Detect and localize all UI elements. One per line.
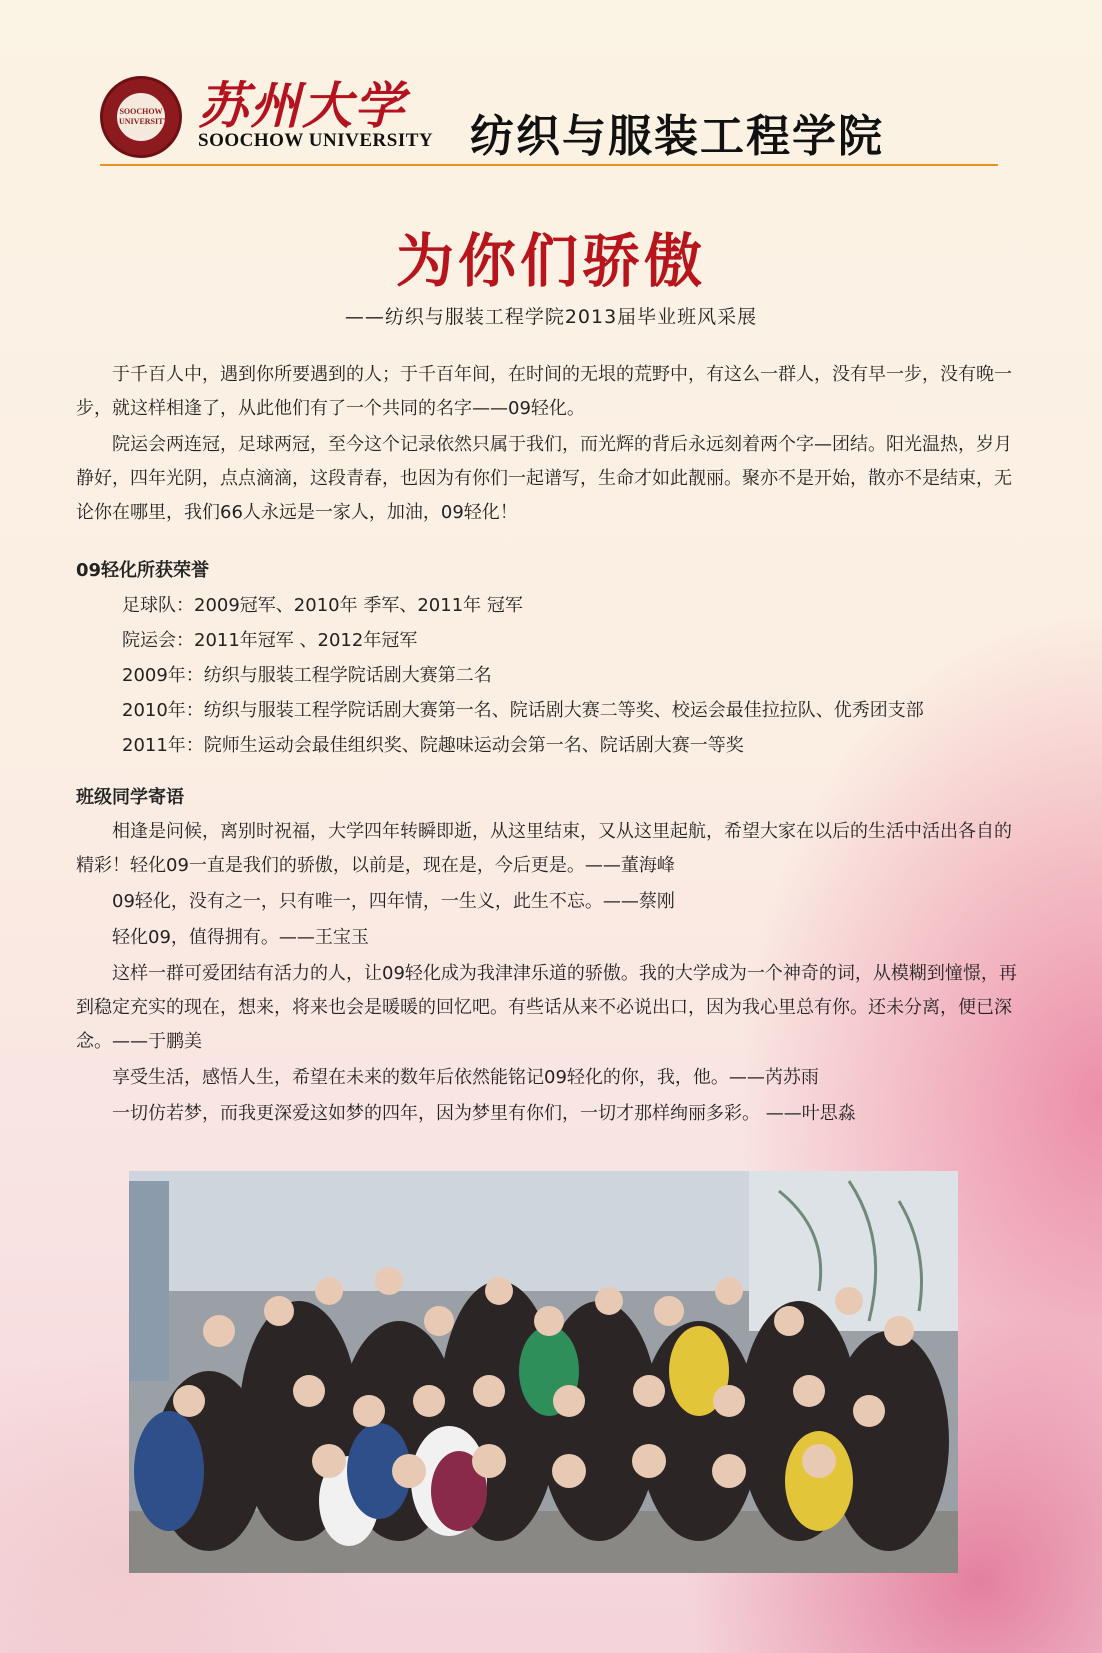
main-content [76,358,1026,1131]
college-name: 纺织与服装工程学院 [470,111,884,162]
seal-text: SOOCHOW UNIVERSITY [119,107,170,126]
message-item: 09轻化，没有之一，只有唯一，四年情，一生义，此生不忘。——蔡刚 [112,891,675,912]
honors-heading: 09轻化所获荣誉 [76,560,210,581]
header-divider [100,164,998,166]
message-item: 一切仿若梦，而我更深爱这如梦的四年，因为梦里有你们，一切才那样绚丽多彩。 ——叶思淼 [112,1103,856,1124]
honor-item: 2010年：纺织与服装工程学院话剧大赛第一名、院话剧大赛二等奖、校运会最佳拉拉队、优秀团支部 [122,700,924,721]
header [0,0,1102,170]
honor-item: 2011年：院师生运动会最佳组织奖、院趣味运动会第一名、院话剧大赛一等奖 [122,735,744,756]
message-item: 这样一群可爱团结有活力的人，让09轻化成为我津津乐道的骄傲。我的大学成为一个神奇的词，从模糊到憧憬，再到稳定充实的现在，想来，将来也会是暖暖的回忆吧。有些话从来不必说出口，因为我心里总有你。还未分离，便已深念。——于鹏美 [76,963,1017,1052]
intro-paragraph: 于千百人中，遇到你所要遇到的人；于千百年间，在时间的无垠的荒野中，有这么一群人，没有早一步，没有晚一步，就这样相逢了，从此他们有了一个共同的名字——09轻化。 [76,364,1012,419]
class-group-photo [129,1171,958,1573]
messages-heading: 班级同学寄语 [76,787,184,808]
message-item: 享受生活，感悟人生，希望在未来的数年后依然能铭记09轻化的你，我，他。——芮苏雨 [112,1067,819,1088]
group-photo-illustration [129,1171,958,1573]
message-item: 相逢是问候，离别时祝福，大学四年转瞬即逝，从这里结束，又从这里起航，希望大家在以后的生活中活出各自的精彩！轻化09一直是我们的骄傲，以前是，现在是，今后更是。——董海峰 [76,821,1012,876]
university-calligraphy-logo: 苏州大学 [198,76,406,135]
intro-paragraph: 院运会两连冠，足球两冠，至今这个记录依然只属于我们，而光辉的背后永远刻着两个字—团结。阳光温热，岁月静好，四年光阴，点点滴滴，这段青春，也因为有你们一起谱写，生命才如此靓丽。聚亦不是开始，散亦不是结束，无论你在哪里，我们66人永远是一家人，加油，09轻化！ [76,434,1012,523]
university-seal-icon [100,76,182,158]
message-item: 轻化09，值得拥有。——王宝玉 [112,927,369,948]
honor-item: 足球队：2009冠军、2010年 季军、2011年 冠军 [122,595,523,616]
honor-item: 院运会：2011年冠军 、2012年冠军 [122,630,418,651]
page-subtitle: ——纺织与服装工程学院2013届毕业班风采展 [344,306,758,328]
university-english-name: SOOCHOW UNIVERSITY [198,130,434,151]
honor-item: 2009年：纺织与服装工程学院话剧大赛第二名 [122,665,492,686]
page-title: 为你们骄傲 [395,227,706,295]
